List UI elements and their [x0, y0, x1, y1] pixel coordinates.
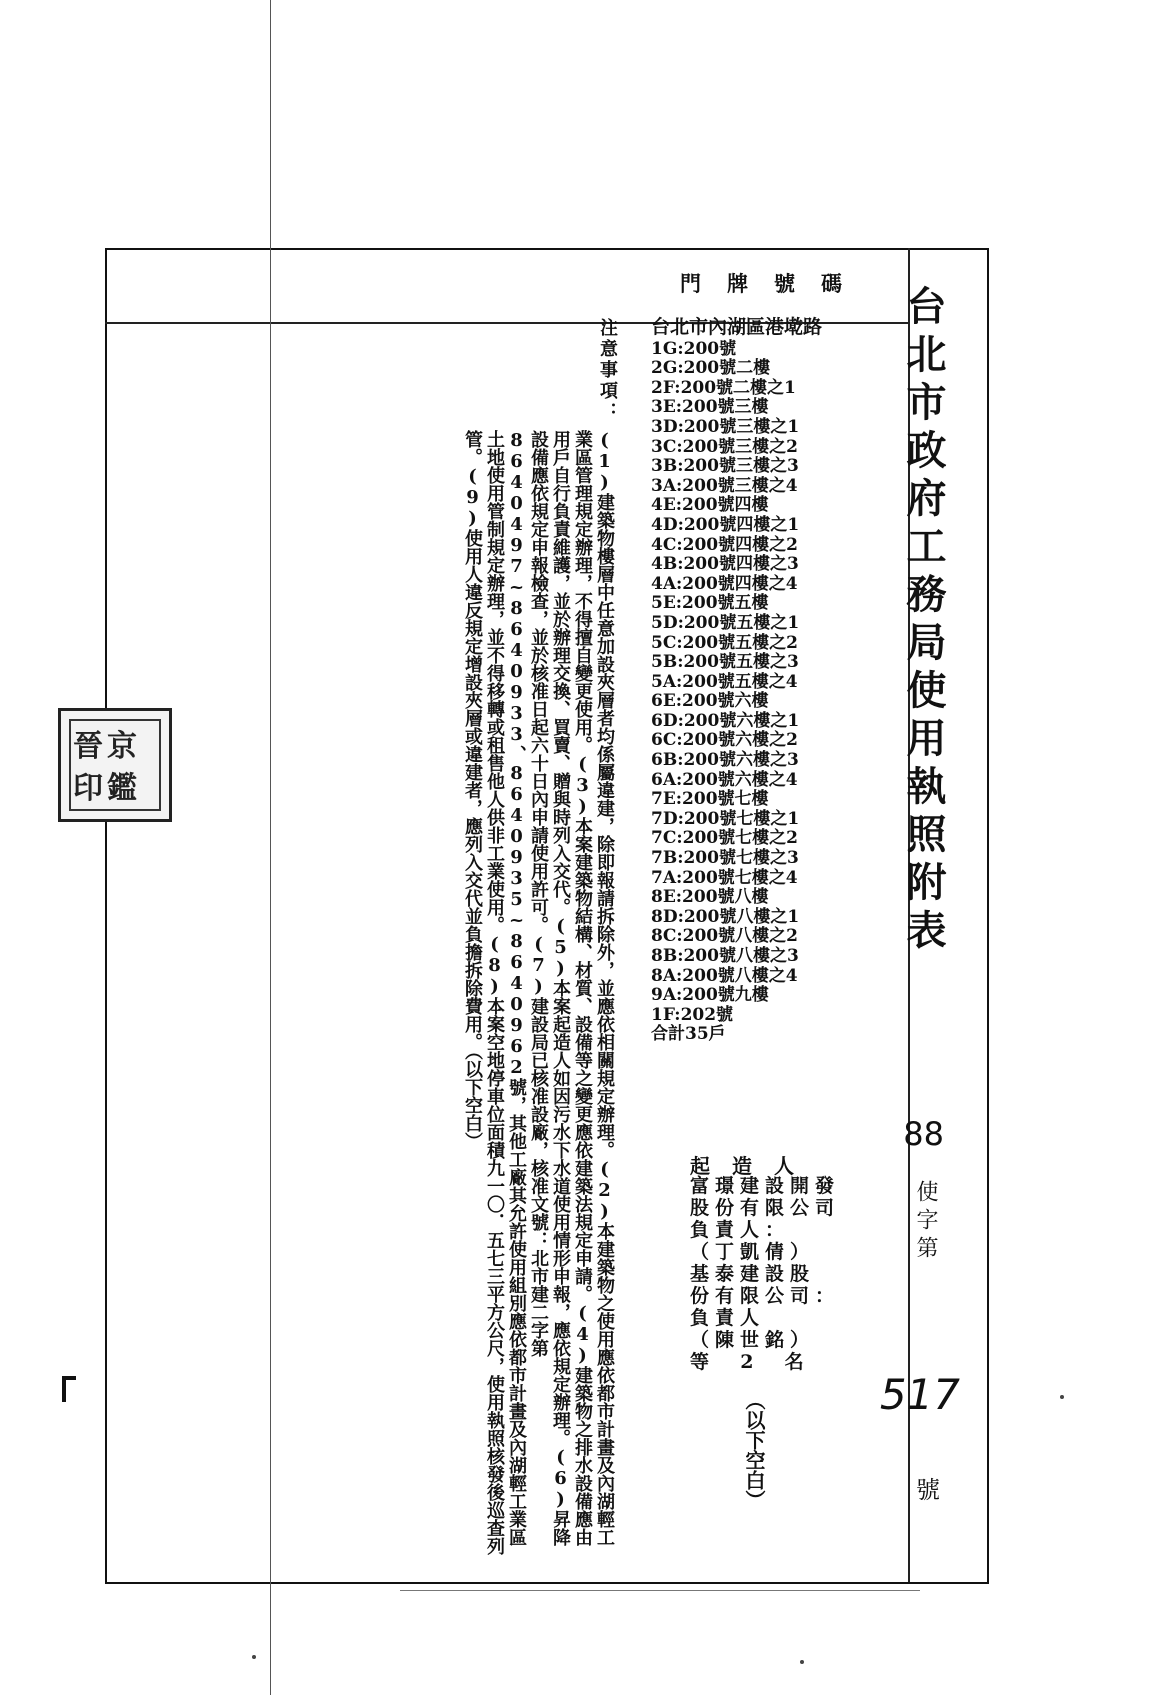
applicant-line: （丁凱倩）	[690, 1241, 816, 1263]
permit-year: 88	[903, 1115, 944, 1153]
address-item: 8A:200號八樓之4	[651, 965, 798, 986]
applicant-line: （陳世銘）	[690, 1329, 816, 1351]
address-item: 7E:200號七樓	[651, 789, 769, 810]
address-item: 2F:200號二樓之1	[651, 377, 796, 398]
applicant-line: 負責人	[690, 1307, 766, 1329]
applicant-block	[690, 1175, 840, 1373]
applicant-label: 起造人	[690, 1154, 816, 1178]
applicant-line: 股份有限公司	[690, 1197, 841, 1219]
address-item: 4E:200號四樓	[651, 495, 769, 516]
address-road: 台北市內湖區港墘路	[651, 316, 823, 338]
address-item: 6B:200號六樓之3	[651, 750, 799, 771]
page-title: 台北市政府工務局使用執照附表	[900, 285, 947, 957]
scan-speck	[800, 1660, 804, 1664]
applicant-line: 份有限公司：	[690, 1285, 841, 1307]
address-item: 7A:200號七樓之4	[651, 867, 798, 888]
address-item: 5D:200號五樓之1	[651, 612, 800, 633]
address-item: 4C:200號四樓之2	[651, 534, 798, 555]
seal-stamp	[58, 708, 172, 822]
seal-text-top: 晉京	[73, 729, 141, 764]
address-list	[651, 318, 822, 1045]
address-item: 5E:200號五樓	[651, 593, 769, 614]
address-item: 8E:200號八樓	[651, 887, 769, 908]
address-item: 7B:200號七樓之3	[651, 848, 799, 869]
address-item: 8C:200號八樓之2	[651, 926, 798, 947]
address-total: 合計35戶	[651, 1024, 726, 1045]
address-item: 3A:200號三樓之4	[651, 475, 798, 496]
address-item: 4B:200號四樓之3	[651, 554, 799, 575]
doorplate-header: 門牌號碼	[680, 271, 868, 296]
address-item: 2G:200號二樓	[651, 358, 771, 379]
scan-speck	[1060, 1395, 1064, 1399]
address-item: 9A:200號九樓	[651, 985, 769, 1006]
address-item: 6E:200號六樓	[651, 691, 769, 712]
permit-number: 517	[879, 1370, 960, 1419]
notes-title: 注意事項：	[597, 318, 618, 423]
address-item: 7D:200號七樓之1	[651, 808, 800, 829]
applicant-line: 基泰建設股	[690, 1263, 816, 1285]
fold-line	[270, 0, 271, 1695]
address-item: 8B:200號八樓之3	[651, 946, 799, 966]
applicant-line: 負責人：	[690, 1219, 791, 1241]
blank-note: （以下空白）	[742, 1390, 766, 1510]
address-item: 3B:200號三樓之3	[651, 456, 799, 477]
corner-mark	[62, 1376, 76, 1402]
permit-suffix: 號	[916, 1476, 940, 1504]
address-item: 4A:200號四樓之4	[651, 573, 798, 594]
applicant-line: 富璟建設開發	[690, 1175, 841, 1197]
address-item: 8D:200號八樓之1	[651, 906, 800, 927]
address-item: 3D:200號三樓之1	[651, 416, 800, 437]
applicant-line: 等 2 名	[690, 1351, 810, 1373]
bottom-scan-rule	[400, 1590, 920, 1591]
address-item: 5A:200號五樓之4	[651, 671, 798, 692]
scan-speck	[252, 1655, 256, 1659]
seal-text-bottom: 印鑑	[73, 771, 141, 806]
address-item: 3E:200號三樓	[651, 397, 769, 418]
permit-type: 使字第	[913, 1180, 938, 1264]
address-item: 7C:200號七樓之2	[651, 828, 798, 849]
address-item: 1G:200號	[651, 338, 737, 359]
address-item: 6A:200號六樓之4	[651, 769, 798, 790]
address-item: 4D:200號四樓之1	[651, 514, 800, 535]
address-item: 6C:200號六樓之2	[651, 730, 798, 751]
address-item: 6D:200號六樓之1	[651, 710, 800, 731]
address-item: 5C:200號五樓之2	[651, 632, 798, 653]
address-item: 3C:200號三樓之2	[651, 436, 798, 457]
notes-body: (1)建築物樓層中任意加設夾層者均係屬違建，除即報請拆除外，並應依相關規定辦理。(2)本建築物之使用應依都市計畫及內湖輕工業區管理規定辦理，不得擅自變更使用。(3)本案建築物結構、材質、設備等之變更應依建築法規定申請。(4)建築物之排水設備應由用戶自行負責維護，並於辦理交換、買賣、贈與時列入交代。(5)本案起造人如因污水下水道使用情形申報，應依規定辦理。(6)昇降設備應依規定申報檢查，並於核准日起六十日內申請使用許可。(7)建設局已核准設廠，核准文號：北市建二字第8640497~8640933、8640935~8640962號，其他工廠其允許使用組別應依都市計畫及內湖輕工業區土地使用管制規定辦理，並不得移轉或租售他人供非工業使用。(8)本案空地停車位面積九一〇．五七三平方公尺，使用執照核發後巡查列管。(9)使用人違反規定增設夾層或違建者，應列入交代並負擔拆除費用。（以下空白）	[462, 430, 615, 1555]
address-item: 5B:200號五樓之3	[651, 652, 799, 673]
address-item: 1F:202號	[651, 1004, 734, 1025]
